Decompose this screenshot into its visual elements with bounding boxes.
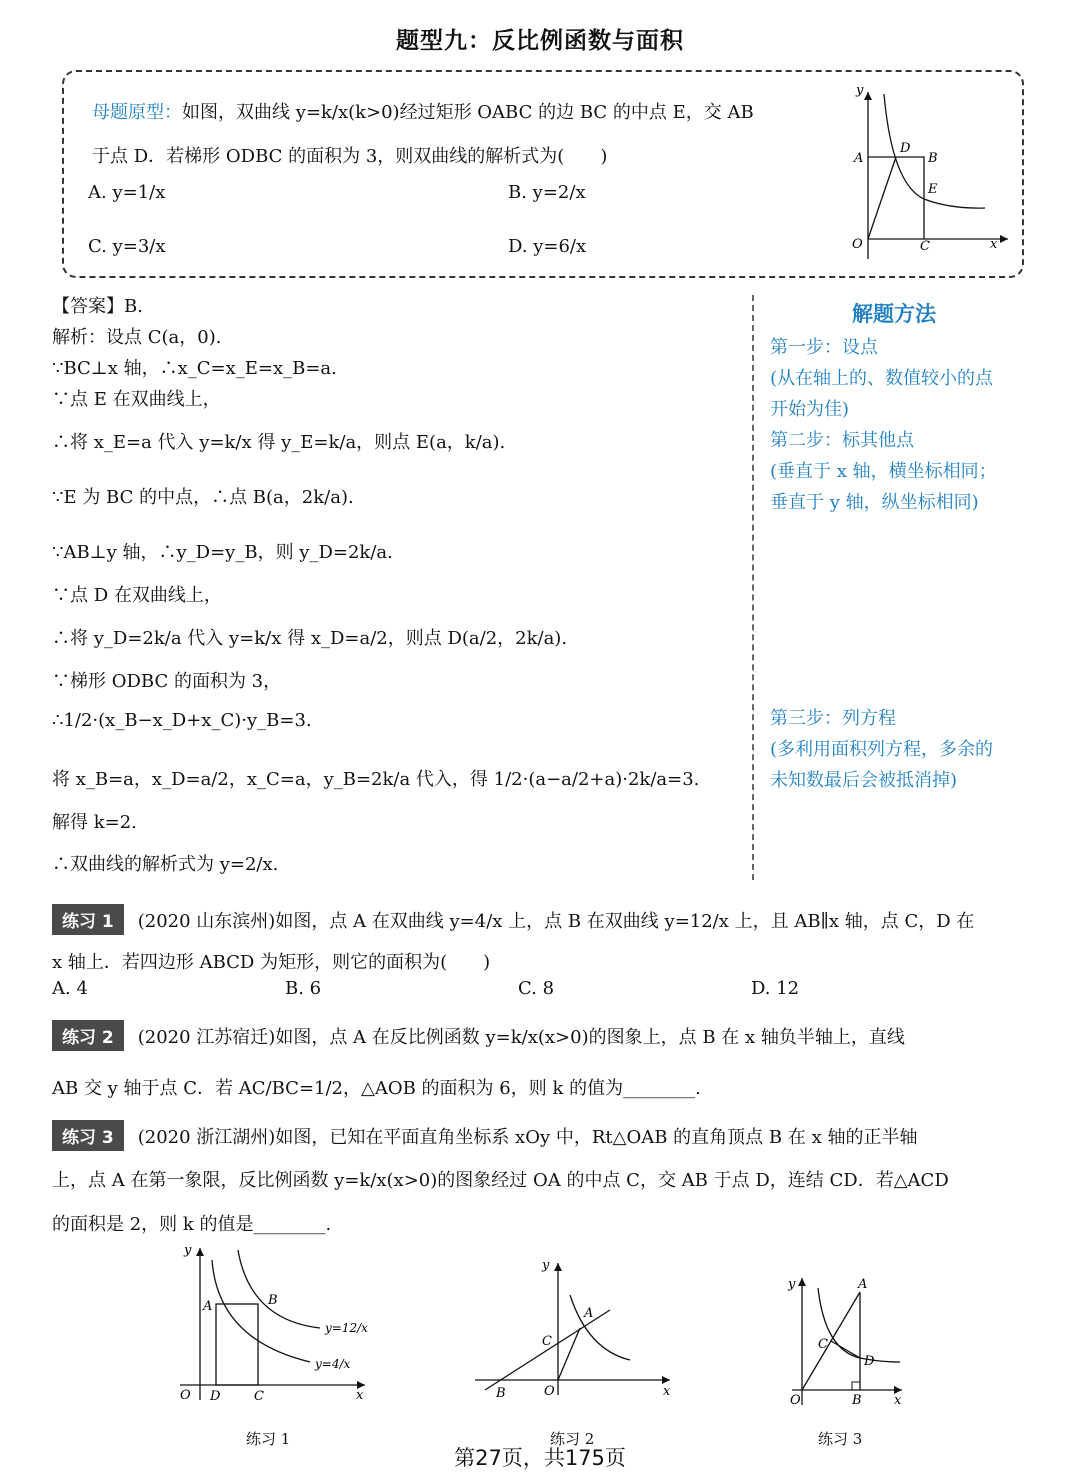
fig2-label-a: A <box>584 1306 594 1321</box>
exercise-2-line2: AB 交 y 轴于点 C．若 AC/BC=1/2，△AOB 的面积为 6，则 k 的值为________. <box>52 1078 701 1099</box>
fig1-label-curve4: y=4/x <box>315 1357 351 1371</box>
option-b: B. y=2/x <box>508 182 586 203</box>
fig1-label-x: x <box>356 1388 364 1403</box>
solution-line: ∵BC⊥x 轴，∴x_C=x_E=x_B=a. <box>52 358 337 379</box>
main-figure <box>840 84 1015 264</box>
exercise-1-option-b: B. 6 <box>285 978 322 999</box>
exercise-1-line2: x 轴上．若四边形 ABCD 为矩形，则它的面积为( ) <box>52 952 491 973</box>
fig2-label-b: B <box>496 1386 506 1401</box>
fig-main-label-c: C <box>920 239 930 254</box>
method-step3: 第三步：列方程 (多利用面积列方程，多余的 未知数最后会被抵消掉) <box>770 708 994 791</box>
exercise-3-caption: 练习 3 <box>818 1430 863 1448</box>
column-divider <box>752 295 754 880</box>
solution-line: ∴双曲线的解析式为 y=2/x. <box>52 854 279 875</box>
exercise-3-line2: 上，点 A 在第一象限，反比例函数 y=k/x(x>0)的图象经过 OA 的中点 C，交 AB 于点 D，连结 CD．若△ACD <box>52 1170 949 1191</box>
fig1-label-y: y <box>184 1243 192 1258</box>
fig3-label-o: O <box>790 1393 801 1408</box>
exercise-1-line1: 练习 1 (2020 山东滨州)如图，点 A 在双曲线 y=4/x 上，点 B 在双曲线 y=12/x 上，且 AB∥x 轴，点 C，D 在 <box>52 904 974 935</box>
fig3-label-x: x <box>894 1393 902 1408</box>
fig-main-label-e: E <box>928 182 938 197</box>
exercise-2-caption: 练习 2 <box>550 1430 595 1448</box>
exercise-1-figure <box>170 1240 380 1410</box>
fig1-label-b: B <box>268 1293 278 1308</box>
option-c: C. y=3/x <box>88 236 166 257</box>
fig1-label-d: D <box>210 1389 221 1404</box>
solution-line: 将 x_B=a，x_D=a/2，x_C=a，y_B=2k/a 代入，得 1/2·(a−a/2+a)·2k/a=3. <box>52 769 700 790</box>
fig-main-label-d: D <box>900 141 911 156</box>
solution-line: ∴1/2·(x_B−x_D+x_C)·y_B=3. <box>52 710 312 731</box>
exercise-2-figure <box>470 1255 680 1405</box>
exercise-1-option-c: C. 8 <box>518 978 555 999</box>
option-a: A. y=1/x <box>88 182 166 203</box>
fig-main-label-y: y <box>856 84 864 98</box>
fig1-label-a: A <box>203 1299 213 1314</box>
fig3-label-y: y <box>788 1277 796 1292</box>
solution-line: ∴将 x_E=a 代入 y=k/x 得 y_E=k/a，则点 E(a，k/a). <box>52 432 506 453</box>
page-title: 题型九：反比例函数与面积 <box>396 28 684 54</box>
exercise-1-caption: 练习 1 <box>246 1430 291 1448</box>
fig2-label-y: y <box>542 1258 550 1273</box>
method-step1: 第一步：设点 (从在轴上的、数值较小的点 开始为佳) 第二步：标其他点 (垂直于 x 轴，横坐标相同； 垂直于 y 轴，纵坐标相同) <box>770 337 997 513</box>
fig2-label-x: x <box>663 1384 671 1399</box>
solution-line: ∵梯形 ODBC 的面积为 3， <box>52 671 282 692</box>
fig2-label-c: C <box>542 1334 552 1349</box>
fig1-label-c: C <box>254 1389 264 1404</box>
option-d: D. y=6/x <box>508 236 587 257</box>
fig3-label-a: A <box>858 1277 868 1292</box>
fig2-label-o: O <box>544 1384 555 1399</box>
fig-main-label-x: x <box>990 237 998 252</box>
exercise-3-figure <box>780 1270 920 1415</box>
solution-line: ∵点 E 在双曲线上， <box>52 389 221 410</box>
parent-problem-line2: 于点 D．若梯形 ODBC 的面积为 3，则双曲线的解析式为( ) <box>92 146 608 167</box>
fig-main-label-a: A <box>854 151 864 166</box>
fig3-label-d: D <box>864 1354 875 1369</box>
fig1-label-curve12: y=12/x <box>325 1321 368 1335</box>
page-footer: 第27页，共175页 <box>454 1446 626 1470</box>
parent-problem-line1: 母题原型：如图，双曲线 y=k/x(k>0)经过矩形 OABC 的边 BC 的中点 E，交 AB <box>92 102 754 123</box>
solution-line: ∵AB⊥y 轴，∴y_D=y_B，则 y_D=2k/a. <box>52 542 393 563</box>
exercise-1-option-a: A. 4 <box>52 978 88 999</box>
solution-line: 解析：设点 C(a，0). <box>52 327 222 348</box>
fig3-label-b: B <box>852 1393 862 1408</box>
method-heading: 解题方法 <box>852 302 936 326</box>
exercise-2-line1: 练习 2 (2020 江苏宿迁)如图，点 A 在反比例函数 y=k/x(x>0)的图象上，点 B 在 x 轴负半轴上，直线 <box>52 1020 905 1051</box>
exercise-3-line3: 的面积是 2，则 k 的值是________. <box>52 1214 332 1235</box>
fig3-label-c: C <box>818 1337 828 1352</box>
solution-line: ∵点 D 在双曲线上， <box>52 585 222 606</box>
exercise-3-line1: 练习 3 (2020 浙江湖州)如图，已知在平面直角坐标系 xOy 中，Rt△OAB 的直角顶点 B 在 x 轴的正半轴 <box>52 1120 917 1151</box>
fig1-label-o: O <box>180 1388 191 1403</box>
fig-main-label-o: O <box>852 237 863 252</box>
solution-line: ∴将 y_D=2k/a 代入 y=k/x 得 x_D=a/2，则点 D(a/2，2k/a). <box>52 628 568 649</box>
answer-label: 【答案】B. <box>52 296 143 317</box>
solution-line: 解得 k=2. <box>52 812 137 833</box>
fig-main-label-b: B <box>928 151 938 166</box>
solution-line: ∵E 为 BC 的中点，∴点 B(a，2k/a). <box>52 487 354 508</box>
exercise-1-option-d: D. 12 <box>751 978 800 999</box>
